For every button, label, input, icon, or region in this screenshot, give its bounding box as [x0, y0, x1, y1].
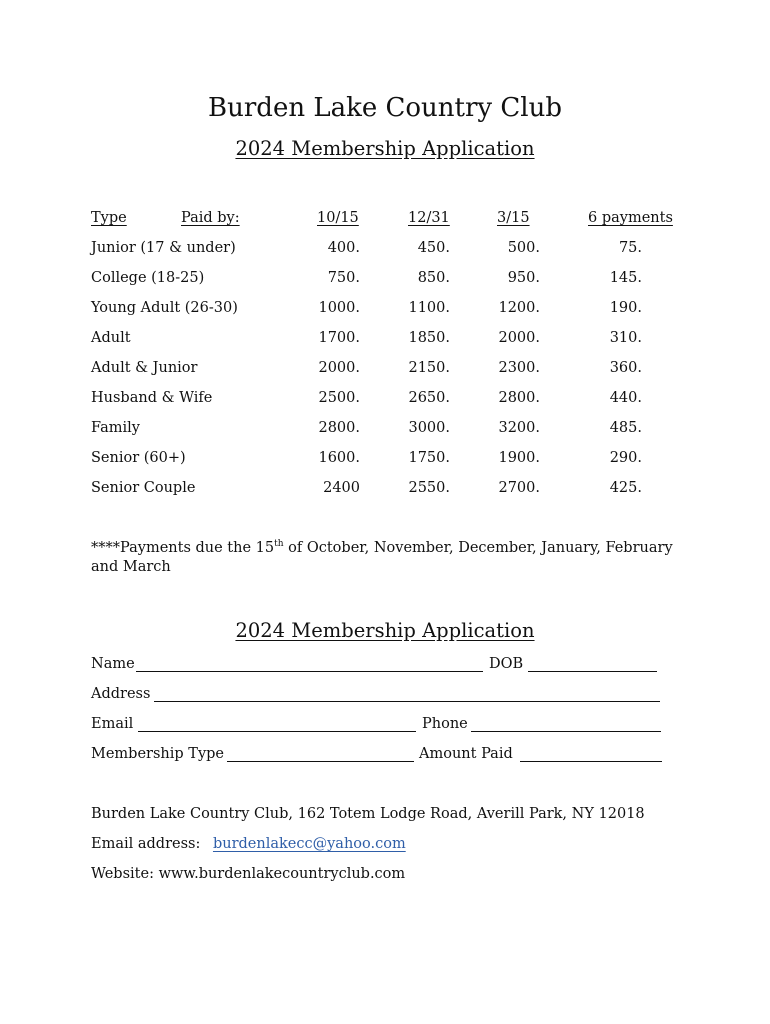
dob-field[interactable]: [528, 671, 657, 672]
row-price-2: 2550.: [408, 480, 450, 496]
email-contact-label: Email address:: [91, 836, 201, 852]
header-payments: 6 payments: [588, 210, 673, 226]
row-price-2: 1750.: [408, 450, 450, 466]
row-type: Adult & Junior: [91, 360, 198, 376]
email-link[interactable]: burdenlakecc@yahoo.com: [212, 836, 406, 852]
row-price-2: 3000.: [408, 420, 450, 436]
name-field[interactable]: [136, 671, 483, 672]
row-price-1: 2500.: [318, 390, 360, 406]
row-price-3: 2700.: [498, 480, 540, 496]
row-price-3: 950.: [507, 270, 540, 286]
row-price-4: 360.: [609, 360, 642, 376]
row-price-2: 850.: [417, 270, 450, 286]
row-price-2: 1850.: [408, 330, 450, 346]
amount-paid-label: Amount Paid: [419, 746, 513, 762]
row-price-4: 425.: [609, 480, 642, 496]
row-type: Senior Couple: [91, 480, 196, 496]
membership-type-field[interactable]: [227, 761, 414, 762]
name-label: Name: [91, 656, 135, 672]
address-label: Address: [91, 686, 151, 702]
row-price-1: 2000.: [318, 360, 360, 376]
form-title: 2024 Membership Application: [235, 619, 535, 642]
membership-type-label: Membership Type: [91, 746, 225, 762]
row-price-4: 190.: [609, 300, 642, 316]
name-dob-row: [91, 656, 671, 676]
email-field[interactable]: [138, 731, 416, 732]
row-price-3: 1900.: [498, 450, 540, 466]
table-row: [0, 360, 770, 380]
row-price-3: 2800.: [498, 390, 540, 406]
header-date-1: 10/15: [317, 210, 359, 226]
table-row: [0, 420, 770, 440]
row-price-3: 500.: [507, 240, 540, 256]
header-date-2: 12/31: [408, 210, 450, 226]
row-price-4: 290.: [609, 450, 642, 466]
header-date-3: 3/15: [497, 210, 530, 226]
row-price-4: 75.: [618, 240, 642, 256]
row-price-1: 2400: [323, 480, 360, 496]
row-price-1: 1700.: [318, 330, 360, 346]
row-type: Young Adult (26-30): [91, 300, 238, 316]
page-title: Burden Lake Country Club: [208, 93, 562, 123]
row-price-1: 2800.: [318, 420, 360, 436]
membership-amount-row: [91, 746, 671, 766]
row-price-4: 145.: [609, 270, 642, 286]
row-price-1: 1000.: [318, 300, 360, 316]
table-row: [0, 480, 770, 500]
row-price-3: 1200.: [498, 300, 540, 316]
row-price-4: 485.: [609, 420, 642, 436]
amount-paid-field[interactable]: [520, 761, 662, 762]
table-row: [0, 300, 770, 320]
email-phone-row: [91, 716, 671, 736]
row-price-1: 400.: [327, 240, 360, 256]
address-field[interactable]: [154, 701, 660, 702]
website-line: Website: www.burdenlakecountryclub.com: [91, 866, 406, 882]
row-price-2: 1100.: [408, 300, 450, 316]
row-type: Family: [91, 420, 140, 436]
table-row: [0, 240, 770, 260]
header-paid-by: Paid by:: [181, 210, 240, 226]
row-price-3: 2300.: [498, 360, 540, 376]
row-price-1: 750.: [327, 270, 360, 286]
row-price-4: 310.: [609, 330, 642, 346]
header-type: Type: [91, 210, 127, 226]
row-type: Husband & Wife: [91, 390, 213, 406]
row-price-2: 2150.: [408, 360, 450, 376]
table-row: [0, 330, 770, 350]
row-type: College (18-25): [91, 270, 205, 286]
note-prefix: ****Payments due the 15: [91, 540, 275, 556]
row-price-1: 1600.: [318, 450, 360, 466]
phone-label: Phone: [422, 716, 468, 732]
table-row: [0, 270, 770, 290]
email-contact-row: [91, 836, 406, 852]
phone-field[interactable]: [471, 731, 661, 732]
row-price-2: 450.: [417, 240, 450, 256]
address-row: [91, 686, 671, 706]
row-type: Junior (17 & under): [91, 240, 236, 256]
row-type: Senior (60+): [91, 450, 186, 466]
row-price-2: 2650.: [408, 390, 450, 406]
table-header-row: [0, 210, 770, 230]
page-subtitle: 2024 Membership Application: [235, 137, 535, 160]
row-type: Adult: [91, 330, 131, 346]
row-price-3: 2000.: [498, 330, 540, 346]
table-row: [0, 390, 770, 410]
dob-label: DOB: [489, 656, 524, 672]
table-row: [0, 450, 770, 470]
row-price-3: 3200.: [498, 420, 540, 436]
note-suffix: of October, November, December, January, February and March: [91, 540, 673, 575]
email-label: Email: [91, 716, 134, 732]
payment-note: [91, 539, 691, 577]
row-price-4: 440.: [609, 390, 642, 406]
note-superscript: th: [274, 539, 284, 549]
club-address: Burden Lake Country Club, 162 Totem Lodge Road, Averill Park, NY 12018: [91, 806, 645, 822]
